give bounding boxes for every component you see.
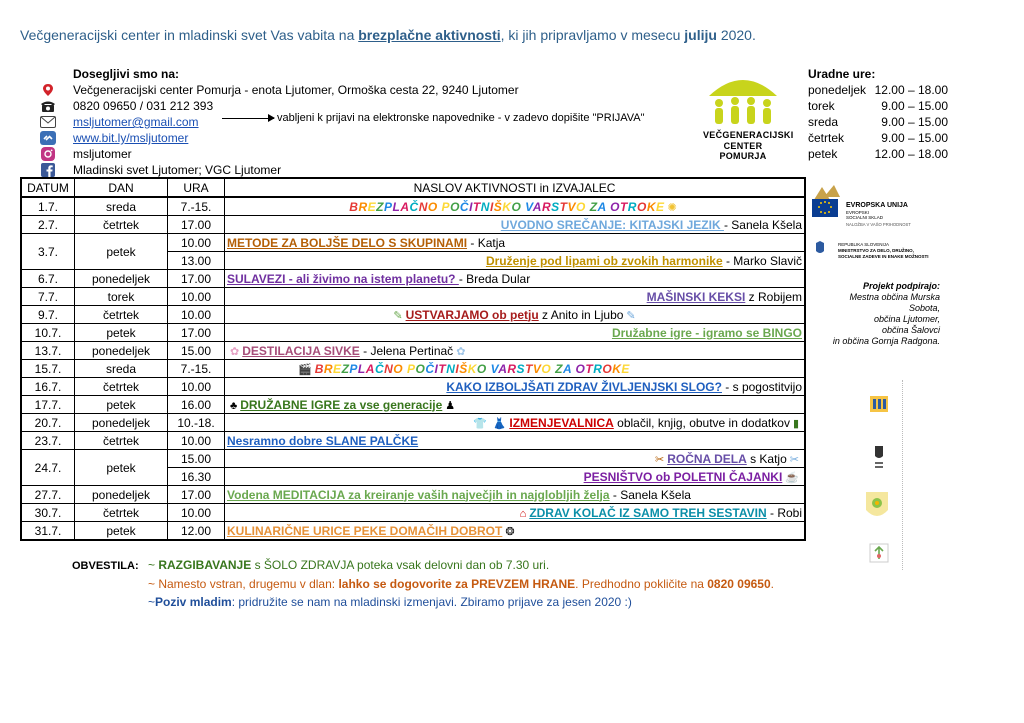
notice-2-phone: 0820 09650 (707, 577, 771, 591)
sponsor-line: in občina Gornja Radgona. (832, 336, 940, 346)
table-row: 13.7. ponedeljek 15.00 ✿ DESTILACIJA SIVKE - Jelena Pertinač ✿ (21, 342, 805, 360)
svg-text:MINISTRSTVO ZA DELO, DRUŽINO,: MINISTRSTVO ZA DELO, DRUŽINO, (838, 248, 914, 253)
office-hours-row: torek 9.00 – 15.00 (808, 99, 948, 113)
newsletter-invite: vabljeni k prijavi na elektronske napovednike - v zadevo dopišite "PRIJAVA" (277, 112, 645, 124)
activity-title: PESNIŠTVO ob POLETNI ČAJANKI (583, 469, 783, 484)
table-row: 20.7. ponedeljek 10.-18. 👕 👗 IZMENJEVALNICA oblačil, knjig, obutve in dodatkov ▮ (21, 414, 805, 432)
activity-host: z Robijem (745, 289, 802, 304)
table-row: 2.7. četrtek 17.00 UVODNO SREČANJE: KITAJSKI JEZIK - Sanela Kšela (21, 216, 805, 234)
trousers-icon: ▮ (792, 417, 799, 430)
divider (902, 380, 904, 570)
page-headline (20, 27, 756, 43)
headline-month: juliju (684, 27, 717, 43)
table-row: 27.7. ponedeljek 17.00 Vodena MEDITACIJA za kreiranje vaših največjih in najglobljih želja - Sanela Kšela (21, 486, 805, 504)
activity-title: KAKO IZBOLJŠATI ZDRAV ŽIVLJENJSKI SLOG? (446, 379, 722, 394)
dress-icon: 👗 (492, 417, 507, 430)
table-row: 16.30 PESNIŠTVO ob POLETNI ČAJANKI ☕ (21, 468, 805, 486)
umbrella-people-logo-icon (703, 68, 783, 128)
contact-email-link[interactable]: msljutomer@gmail.com (73, 115, 199, 129)
svg-text:REPUBLIKA SLOVENIJA: REPUBLIKA SLOVENIJA (838, 242, 890, 247)
sponsor-line: občina Šalovci (881, 325, 940, 335)
dice-icon: ♣ (230, 399, 238, 412)
contact-title: Dosegljivi smo na: (73, 67, 180, 81)
facebook-icon (40, 163, 56, 177)
eu-funding-logos (810, 185, 960, 276)
contact-instagram: msljutomer (73, 147, 132, 161)
municipality-crest-icon (868, 542, 890, 564)
table-row: 13.00 Druženje pod lipami ob zvokih harmonike - Marko Slavič (21, 252, 805, 270)
mail-icon (40, 115, 56, 129)
activity-schedule-table (20, 177, 806, 541)
activity-title: USTVARJAMO ob petju (405, 307, 539, 322)
sponsors-title: Projekt podpirajo: (862, 281, 940, 291)
teacup-icon: ☕ (785, 471, 799, 484)
brush-icon: ✎ (626, 309, 636, 322)
game-piece-icon: ♟ (445, 399, 456, 412)
activity-host: - Robi (766, 505, 802, 520)
activity-host: z Anito in Ljubo (538, 307, 624, 322)
table-row: 9.7. četrtek 10.00 ✎ USTVARJAMO ob petju z Anito in Ljubo ✎ (21, 306, 805, 324)
activity-host: - Jelena Pertinač (359, 343, 454, 358)
office-hours-row: sreda 9.00 – 15.00 (808, 115, 948, 129)
scissors-icon: ✂ (654, 453, 665, 466)
activity-host: - s pogostitvijo (721, 379, 802, 394)
headline-text: Večgeneracijski center in mladinski svet Vas vabita na (20, 27, 359, 43)
activity-title: ZDRAV KOLAČ IZ SAMO TREH SESTAVIN (529, 505, 767, 520)
cookie-icon: ❂ (505, 525, 515, 538)
table-row: 24.7. petek 15.00 ✂ ROČNA DELA s Katjo ✂ (21, 450, 805, 468)
contact-address: Večgeneracijski center Pomurja - enota Ljutomer, Ormoška cesta 22, 9240 Ljutomer (73, 83, 519, 97)
sponsor-line: Mestna občina Murska Sobota, (849, 292, 940, 313)
flower-icon: ✿ (456, 345, 466, 358)
activity-title: ROČNA DELA (667, 451, 747, 466)
svg-text:EVROPSKI: EVROPSKI (846, 210, 870, 215)
table-row: 10.7. petek 17.00 Družabne igre - igramo se BINGO (21, 324, 805, 342)
svg-text:SOCIALNE ZADEVE IN ENAKE MOŽNO: SOCIALNE ZADEVE IN ENAKE MOŽNOSTI (838, 254, 929, 259)
activity-title: DESTILACIJA SIVKE (242, 343, 360, 358)
activity-host: s Katjo (746, 451, 787, 466)
notice-1-highlight: RAZGIBAVANJE (158, 558, 252, 572)
office-hours-row: četrtek 9.00 – 15.00 (808, 131, 948, 145)
table-row: 17.7. petek 16.00 ♣ DRUŽABNE IGRE za vse generacije ♟ (21, 396, 805, 414)
table-row: 3.7. petek 10.00 METODE ZA BOLJŠE DELO S SKUPINAMI - Katja (21, 234, 805, 252)
notice-2-highlight: lahko se dogovorite za PREVZEM HRANE (338, 577, 576, 591)
office-hours-row: petek 12.00 – 18.00 (808, 147, 948, 161)
table-row: 15.7. sreda 7.-15. 🎬 BREZPLAČNO POČITNIŠKO VARSTVO ZA OTROKE (21, 360, 805, 378)
logo-text-line1: VEČGENERACIJSKI (703, 130, 794, 140)
activity-title: Družabne igre - igramo se BINGO (611, 325, 802, 340)
sun-icon: ✺ (667, 201, 677, 214)
activity-host: oblačil, knjig, obutve in dodatkov (613, 415, 790, 430)
scissors-icon: ✂ (789, 453, 799, 466)
notice-2-text: ~ Namesto vstran, drugemu v dlan: (148, 577, 339, 591)
table-row: 1.7. sreda 7.-15. BREZPLAČNO POČITNIŠKO VARSTVO ZA OTROKE ✺ (21, 197, 805, 216)
table-row: 23.7. četrtek 10.00 Nesramno dobre SLANE PALČKE (21, 432, 805, 450)
svg-text:NALOŽBA V VAŠO PRIHODNOST: NALOŽBA V VAŠO PRIHODNOST (846, 222, 911, 227)
header-day: DAN (75, 178, 168, 197)
table-row: 16.7. četrtek 10.00 KAKO IZBOLJŠATI ZDRAV ŽIVLJENJSKI SLOG? - s pogostitvijo (21, 378, 805, 396)
contact-web-link[interactable]: www.bit.ly/msljutomer (73, 131, 189, 145)
flower-icon: ✿ (230, 345, 240, 358)
activity-title-rainbow: BREZPLAČNO POČITNIŠKO VARSTVO ZA OTROKE (314, 361, 630, 376)
municipality-crest-icon (868, 393, 890, 415)
instagram-icon (40, 147, 56, 161)
arrow-right-icon (222, 118, 274, 119)
cake-icon: ⌂ (519, 507, 527, 520)
headline-text-mid: , ki jih pripravljamo v mesecu (500, 27, 685, 43)
activity-title: Nesramno dobre SLANE PALČKE (227, 433, 419, 448)
vgc-logo (703, 68, 794, 161)
pencil-icon: ✎ (393, 309, 403, 322)
activity-title: KULINARIČNE URICE PEKE DOMAČIH DOBROT (227, 523, 503, 538)
clapperboard-icon: 🎬 (298, 363, 312, 376)
phone-icon (40, 99, 56, 113)
notice-3-text: : pridružite se nam na mladinski izmenjavi. Zbiramo prijave za jesen 2020 :) (231, 595, 632, 609)
municipality-crest-icon (864, 490, 890, 522)
activity-title-rainbow: BREZPLAČNO POČITNIŠKO VARSTVO ZA OTROKE (349, 199, 665, 214)
activity-title: MAŠINSKI KEKSI (646, 289, 746, 304)
activity-title: Vodena MEDITACIJA za kreiranje vaših največjih in najglobljih želja (227, 487, 610, 502)
activity-host: - Breda Dular (458, 271, 531, 286)
municipality-crest-icon (872, 442, 886, 476)
headline-highlight: brezplačne aktivnosti (358, 27, 501, 43)
header-activity: NASLOV AKTIVNOSTI in IZVAJALEC (225, 178, 806, 197)
eu-flag-icon (810, 185, 960, 271)
header-time: URA (168, 178, 225, 197)
notices: OBVESTILA: ~ RAZGIBAVANJE s ŠOLO ZDRAVJA poteka vsak delovni dan ob 7.30 uri. ~ Namesto vstran, drugemu v dlan: lahko se dogovorite za PREVZEM HRANE. Predhodno pokličite na 0820 09650. ~Poziv mladim: pridružite se nam na mladinski izmenjavi. Zbiramo prijave za jesen 2020 :) (72, 558, 774, 609)
office-hours-row: ponedeljek 12.00 – 18.00 (808, 83, 948, 97)
table-row: 30.7. četrtek 10.00 ⌂ ZDRAV KOLAČ IZ SAMO TREH SESTAVIN - Robi (21, 504, 805, 522)
activity-title: METODE ZA BOLJŠE DELO S SKUPINAMI (227, 235, 468, 250)
svg-text:SOCIALNI SKLAD: SOCIALNI SKLAD (846, 215, 884, 220)
table-header-row (21, 178, 805, 197)
activity-title: DRUŽABNE IGRE za vse generacije (240, 397, 443, 412)
activity-title: SULAVEZI - ali živimo na istem planetu? (227, 271, 459, 286)
header-date: DATUM (21, 178, 75, 197)
table-row: 31.7. petek 12.00 KULINARIČNE URICE PEKE DOMAČIH DOBROT ❂ (21, 522, 805, 541)
notices-label: OBVESTILA: (72, 560, 139, 572)
activity-title: Druženje pod lipami ob zvokih harmonike (485, 253, 723, 268)
logo-text-line2: CENTER POMURJA (719, 141, 767, 161)
link-icon (40, 131, 56, 145)
activity-title: IZMENJEVALNICA (509, 415, 614, 430)
contact-phone: 0820 09650 / 031 212 393 (73, 99, 214, 113)
svg-text:EVROPSKA UNIJA: EVROPSKA UNIJA (846, 202, 908, 209)
office-hours-title: Uradne ure: (808, 67, 876, 81)
activity-host: - Katja (467, 235, 506, 250)
notice-3-highlight: Poziv mladim (155, 595, 232, 609)
activity-host: - Marko Slavič (722, 253, 802, 268)
activity-host: - Sanela Kšela (723, 217, 802, 232)
activity-host: - Sanela Kšela (609, 487, 691, 502)
headline-year: 2020. (716, 27, 756, 43)
location-pin-icon (40, 83, 56, 97)
table-row: 6.7. ponedeljek 17.00 SULAVEZI - ali živimo na istem planetu? - Breda Dular (21, 270, 805, 288)
sponsor-line: občina Ljutomer, (873, 314, 940, 324)
activity-title: UVODNO SREČANJE: KITAJSKI JEZIK (500, 217, 724, 232)
table-row: 7.7. torek 10.00 MAŠINSKI KEKSI z Robijem (21, 288, 805, 306)
office-hours (808, 66, 948, 162)
contact-facebook: Mladinski svet Ljutomer; VGC Ljutomer (73, 163, 282, 177)
sponsors-block (830, 281, 940, 347)
shirt-icon: 👕 (472, 417, 487, 430)
notice-1-text: s ŠOLO ZDRAVJA poteka vsak delovni dan ob 7.30 uri. (251, 558, 550, 572)
